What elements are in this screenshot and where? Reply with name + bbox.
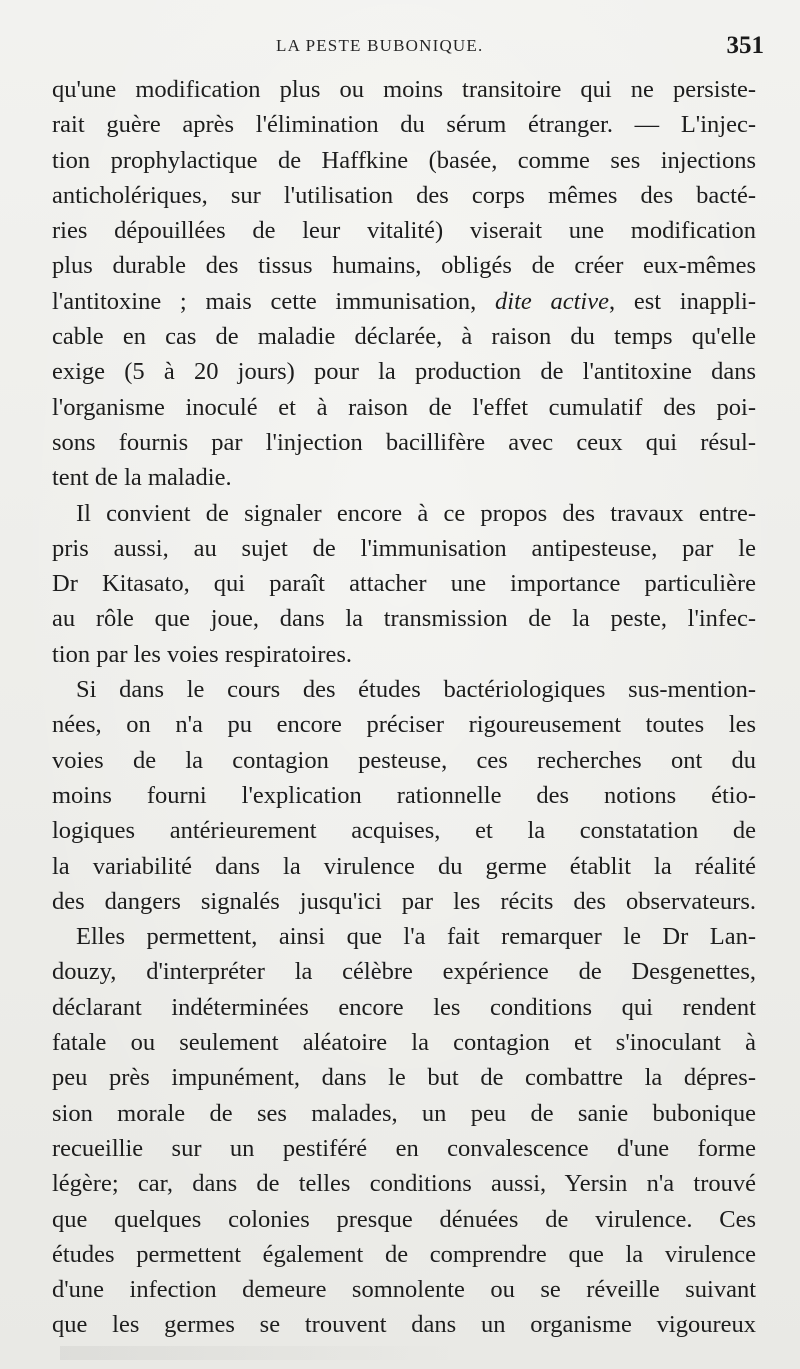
body-text (52, 72, 756, 1343)
text-line: études permettent également de comprendre que la virulence (52, 1240, 756, 1268)
text-line: au rôle que joue, dans la transmission de la peste, l'infec- (52, 605, 756, 633)
text-line: fatale ou seulement aléatoire la contagion et s'inoculant à (52, 1029, 756, 1057)
text-line: la variabilité dans la virulence du germe établit la réalité (52, 852, 756, 880)
paragraph-1 (52, 72, 756, 496)
text-line: des dangers signalés jusqu'ici par les récits des observateurs. (52, 887, 756, 915)
text-line: nées, on n'a pu encore préciser rigoureusement toutes les (52, 711, 756, 739)
text-line: que quelques colonies presque dénuées de virulence. Ces (52, 1205, 756, 1233)
text-line: moins fourni l'explication rationnelle des notions étio- (52, 781, 756, 809)
text-line: Il convient de signaler encore à ce propos des travaux entre- (76, 499, 756, 527)
text-line: sons fournis par l'injection bacillifère avec ceux qui résul- (52, 428, 756, 456)
italic-phrase: dite active (495, 287, 609, 315)
page-number: 351 (726, 32, 764, 59)
paragraph-2 (52, 496, 756, 672)
text-line: recueillie sur un pestiféré en convalescence d'une forme (52, 1134, 756, 1162)
text-line: Si dans le cours des études bactériologiques sus-mention- (76, 676, 756, 704)
text-line: logiques antérieurement acquises, et la constatation de (52, 817, 756, 845)
paragraph-3 (52, 672, 756, 919)
text-line: rait guère après l'élimination du sérum étranger. — L'injec- (52, 111, 756, 139)
text-line: que les germes se trouvent dans un organisme vigoureux (52, 1311, 756, 1339)
text-line: exige (5 à 20 jours) pour la production de l'antitoxine dans (52, 358, 756, 386)
paragraph-4 (52, 919, 756, 1343)
text-line: plus durable des tissus humains, obligés de créer eux-mêmes (52, 252, 756, 280)
text-line: qu'une modification plus ou moins transitoire qui ne persiste- (52, 76, 756, 103)
text-line: Dr Kitasato, qui paraît attacher une importance particulière (52, 570, 756, 598)
text-line: cable en cas de maladie déclarée, à raison du temps qu'elle (52, 323, 756, 351)
text-line: pris aussi, au sujet de l'immunisation antipesteuse, par le (52, 534, 756, 562)
text-line: d'une infection demeure somnolente ou se réveille suivant (52, 1276, 756, 1304)
text-line: légère; car, dans de telles conditions aussi, Yersin n'a trouvé (52, 1170, 756, 1198)
text-line: l'antitoxine ; mais cette immunisation, dite active, est inappli- (52, 287, 756, 315)
text-line: Elles permettent, ainsi que l'a fait remarquer le Dr Lan- (76, 923, 756, 951)
text-line: déclarant indéterminées encore les conditions qui rendent (52, 993, 756, 1021)
page-smudge (60, 1346, 460, 1360)
running-title: LA PESTE BUBONIQUE. (276, 36, 484, 55)
text-line: tion prophylactique de Haffkine (basée, comme ses injections (52, 146, 756, 174)
text-line: l'organisme inoculé et à raison de l'effet cumulatif des poi- (52, 393, 756, 421)
text-line: peu près impunément, dans le but de combattre la dépres- (52, 1064, 756, 1092)
running-head (0, 32, 800, 66)
text-line: ries dépouillées de leur vitalité) viserait une modification (52, 217, 756, 245)
text-line: voies de la contagion pesteuse, ces recherches ont du (52, 746, 756, 774)
text-line: douzy, d'interpréter la célèbre expérience de Desgenettes, (52, 958, 756, 986)
text-line: anticholériques, sur l'utilisation des corps mêmes des bacté- (52, 181, 756, 209)
text-line: tion par les voies respiratoires. (52, 640, 353, 668)
text-line: sion morale de ses malades, un peu de sanie bubonique (52, 1099, 756, 1127)
text-line: tent de la maladie. (52, 464, 232, 492)
